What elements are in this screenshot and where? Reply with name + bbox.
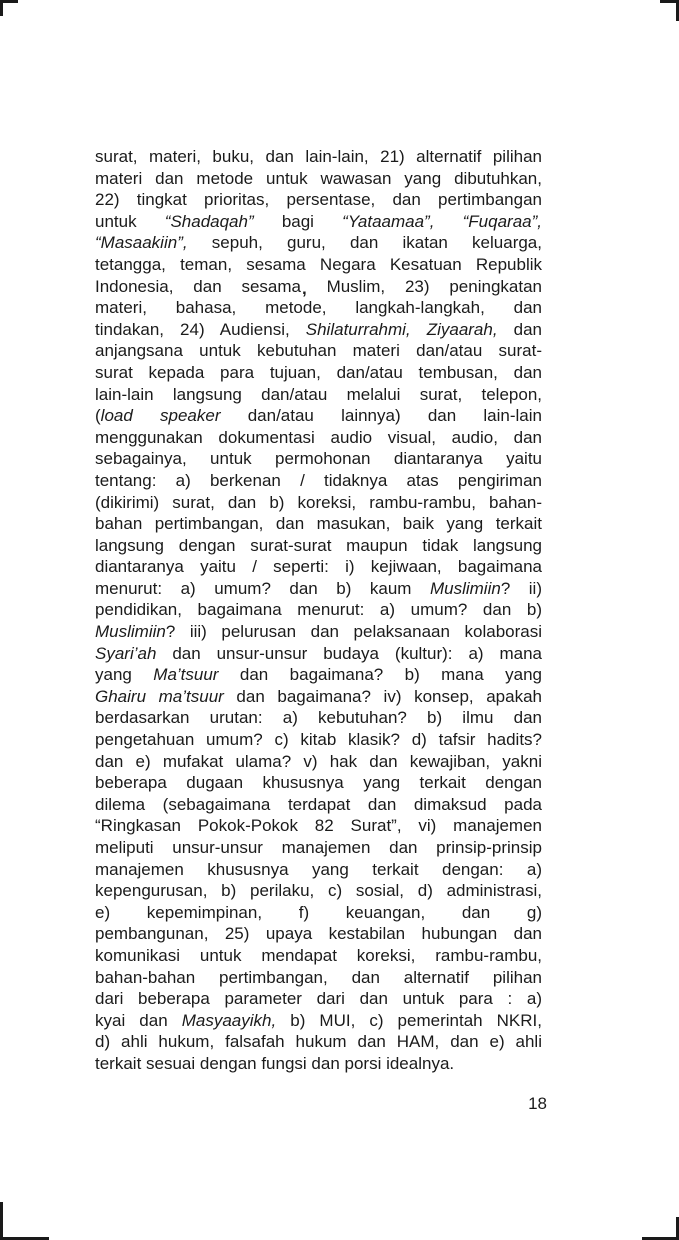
text-line: surat kepada para tujuan, dan/atau tembusan, dan	[95, 362, 542, 382]
text-line: bahan pertimbangan, dan masukan, baik yang terkait	[95, 514, 542, 534]
text-line: (load speaker dan/atau lainnya) dan lain-lain	[95, 406, 542, 426]
text-line: tindakan, 24) Audiensi, Shilaturrahmi, Ziyaarah, dan	[95, 319, 543, 339]
body-text	[95, 146, 542, 1075]
text-line: e) kepemimpinan, f) keuangan, dan g)	[95, 902, 542, 922]
text-line: tetangga, teman, sesama Negara Kesatuan Republik	[95, 254, 542, 274]
text-line: menurut: a) umum? dan b) kaum Muslimiin? ii)	[95, 578, 542, 598]
text-line: d) ahli hukum, falsafah hukum dan HAM, dan e) ahli	[95, 1032, 542, 1052]
text-line: dilema (sebagaimana terdapat dan dimaksud pada	[95, 794, 542, 814]
text-line: “Masaakiin”, sepuh, guru, dan ikatan keluarga,	[95, 233, 542, 253]
text-line: sebagainya, untuk permohonan diantaranya yaitu	[95, 449, 542, 469]
ink-blot-artifact: ,	[302, 278, 307, 298]
text-line: yang Ma’tsuur dan bagaimana? b) mana yang	[95, 665, 542, 685]
scan-corner-mark-bottom-right	[642, 1217, 679, 1240]
text-line: dan e) mufakat ulama? v) hak dan kewajiban, yakni	[95, 751, 542, 771]
text-line: materi dan metode untuk wawasan yang dibutuhkan,	[95, 168, 542, 188]
text-line: terkait sesuai dengan fungsi dan porsi idealnya.	[95, 1053, 455, 1073]
scan-corner-mark-bottom-left	[0, 1202, 49, 1240]
text-line: beberapa dugaan khususnya yang terkait dengan	[95, 773, 542, 793]
text-line: menggunakan dokumentasi audio visual, audio, dan	[95, 427, 542, 447]
text-line: manajemen khususnya yang terkait dengan: a)	[95, 859, 542, 879]
text-line: komunikasi untuk mendapat koreksi, rambu-rambu,	[95, 945, 542, 965]
text-line: lain-lain langsung dan/atau melalui surat, telepon,	[95, 384, 542, 404]
text-line: “Ringkasan Pokok-Pokok 82 Surat”, vi) manajemen	[95, 816, 542, 836]
text-line: Muslimiin? iii) pelurusan dan pelaksanaan kolaborasi	[95, 622, 542, 642]
text-line: anjangsana untuk kebutuhan materi dan/atau surat-	[95, 341, 542, 361]
text-line: Indonesia, dan sesama, Muslim, 23) peningkatan	[95, 276, 542, 298]
text-line: untuk “Shadaqah” bagi “Yataamaa”, “Fuqaraa”,	[95, 211, 542, 231]
text-line: langsung dengan surat-surat maupun tidak langsung	[95, 535, 542, 555]
text-line: pendidikan, bagaimana menurut: a) umum? dan b)	[95, 600, 542, 620]
scan-corner-mark-top-right	[660, 0, 679, 21]
scan-corner-mark-top-left	[0, 0, 18, 16]
text-line: berdasarkan urutan: a) kebutuhan? b) ilmu dan	[95, 708, 542, 728]
text-line: meliputi unsur-unsur manajemen dan prinsip-prinsip	[95, 838, 542, 857]
text-line: pembangunan, 25) upaya kestabilan hubungan dan	[95, 924, 542, 944]
text-line: (dikirimi) surat, dan b) koreksi, rambu-rambu, bahan-	[95, 492, 542, 512]
page-number: 18	[528, 1094, 547, 1113]
text-line: kepengurusan, b) perilaku, c) sosial, d) administrasi,	[95, 881, 542, 901]
text-line: dari beberapa parameter dari dan untuk para : a)	[95, 989, 542, 1009]
text-line: pengetahuan umum? c) kitab klasik? d) tafsir hadits?	[95, 730, 542, 750]
text-line: materi, bahasa, metode, langkah-langkah, dan	[95, 298, 542, 318]
text-line: 22) tingkat prioritas, persentase, dan pertimbangan	[95, 190, 542, 210]
text-line: diantaranya yaitu / seperti: i) kejiwaan, bagaimana	[95, 557, 542, 577]
text-line: tentang: a) berkenan / tidaknya atas pengiriman	[95, 470, 542, 490]
text-line: bahan-bahan pertimbangan, dan alternatif pilihan	[95, 967, 542, 987]
text-line: Ghairu ma’tsuur dan bagaimana? iv) konsep, apakah	[95, 686, 542, 706]
text-line: surat, materi, buku, dan lain-lain, 21) alternatif pilihan	[95, 147, 542, 166]
text-line: Syari’ah dan unsur-unsur budaya (kultur): a) mana	[95, 643, 542, 663]
text-line: kyai dan Masyaayikh, b) MUI, c) pemerintah NKRI,	[95, 1010, 542, 1030]
